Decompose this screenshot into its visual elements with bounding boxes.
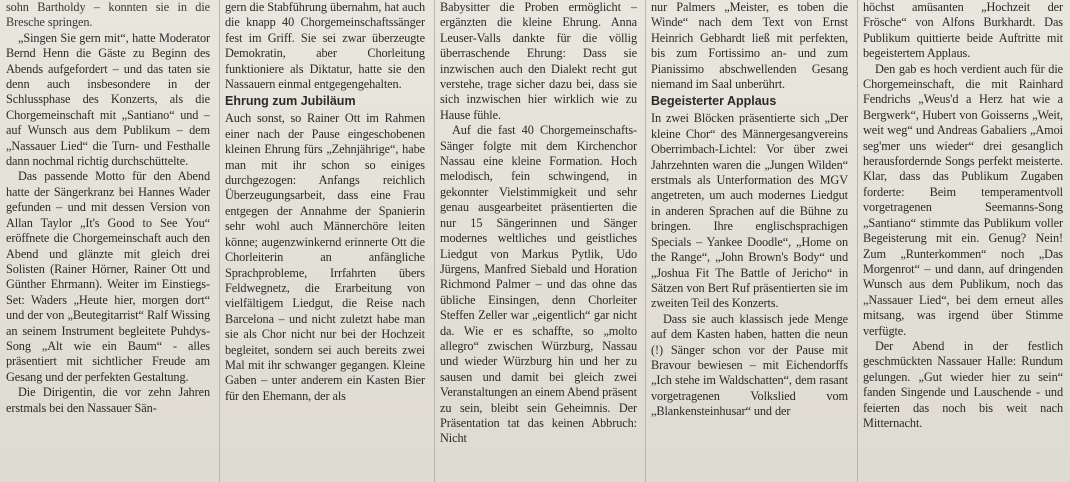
paragraph: Auch sonst, so Rainer Ott im Rahmen einer nach der Pause eingeschobenen kleinen Ehrung fürs „Zehnjährige“, habe man mit ihr schon so einiges durchgezogen: Anfangs reichlich Überzeugungsarbeit, dass eine Frau entgegen der Annahme der Spanierin sehr wohl auch Männerchöre leiten könne; augenzwinkernd erinnerte Ott die Chorleiterin an anfängliche Sprachprobleme, Irrfahrten übers Feldwegnetz, die Erarbeitung von vielfältigem Liedgut, die Reise nach Barcelona – und nicht zuletzt habe man sie als Chor nicht nur bei der Hochzeit begleitet, sondern sei auch bereits zwei Mal mit ihr schwanger gegangen. Kleine Gaben – unter anderem ein Kasten Bier für den Ehemann, der als [225, 111, 425, 403]
section-heading: Begeisterter Applaus [651, 94, 777, 109]
section-heading: Ehrung zum Jubiläum [225, 94, 356, 109]
article-column-5 [863, 0, 1063, 482]
article-column-4 [651, 0, 848, 482]
paragraph: Die Dirigentin, die vor zehn Jahren erstmals bei den Nassauer Sän- [6, 385, 210, 415]
article-column-3 [440, 0, 637, 482]
paragraph: Der Abend in der festlich geschmückten Nassauer Halle: Rundum gelungen. „Gut wieder hier zu sein“ fanden Singende und Lauschende - und feierten das noch bis weit nach Mitternacht. [863, 338, 1063, 430]
paragraph: nur Palmers „Meister, es toben die Winde“ nach dem Text von Ernst Heinrich Gebhardt ließ mit perfekten, bis zum Fortissimo an- und zum Pianissimo abschwellenden Gesang niemand im Saal unberührt. [651, 0, 848, 92]
paragraph: sohn Bartholdy – konnten sie in die Bresche springen. [6, 0, 210, 30]
paragraph: In zwei Blöcken präsentierte sich „Der kleine Chor“ des Männergesangvereins Oberrimbach-Lichtel: Vor über zwei Jahrzehnten waren die „Jungen Wilden“ erstmals als Unterformation des MGV angetreten, um auch modernes Liedgut in anderen Sprachen auf die Bühne zu bringen. Ihre englischsprachigen Specials – Yankee Doodle“, „Home on the Range“, „John Brown's Body“ und „Joshua Fit The Battle of Jericho“ in Sätzen von Bert Ruf präsentierten sie im zweiten Teil des Konzerts. [651, 111, 848, 311]
paragraph: Das passende Motto für den Abend hatte der Sängerkranz bei Hannes Wader gefunden – und mit dessen Version von Allan Taylor „It's Good to See You“ eröffnete die Chorgemeinschaft auch den Abend und glänzte mit gleich drei Solisten (Rainer Hörner, Rainer Ott und Günther Ehrmann). Weiter im Einstiegs-Set: Waders „Heute hier, morgen dort“ und der von „Beutegitarrist“ Ralf Wissing an seinem Instrument begleitete Puhdys-Song „Alt wie ein Baum“ - alles präsentiert mit sichtlicher Freude am Gesang und der perfekten Gestaltung. [6, 169, 210, 384]
column-divider [434, 0, 435, 482]
column-divider [857, 0, 858, 482]
column-divider [219, 0, 220, 482]
paragraph: Auf die fast 40 Chorgemeinschafts-Sänger folgte mit dem Kirchenchor Nassau eine kleine Formation. Hoch melodisch, fein schwingend, in gekonnter Vielstimmigkeit und sehr genau ausgearbeitet präsentierten die nur 15 Sängerinnen und Sänger modernes weltliches und geistliches Liedgut von Markus Pytlik, Udo Jürgens, Manfred Siebald und Horation Richmond Palmer – und das ohne das übliche Einsingen, denn Chorleiter Steffen Zeller war „eigentlich“ gar nicht da. Wie er es schaffte, so „molto allegro“ zwischen Würzburg, Nassau und wieder Würzburg hin und her zu sausen und damit bei gleich zwei Veranstaltungen an einem Abend präsent zu sein, bleibt sein Geheimnis. Der Präsentation tat das keinen Abbruch: Nicht [440, 123, 637, 446]
paragraph: Den gab es hoch verdient auch für die Chorgemeinschaft, die mit Rainhard Fendrichs „Weus'd a Herz hat wie a Bergwerk“, Hubert von Goisserns „Weit, weit weg“ und Andreas Gabaliers „Amoi seg'mer uns wieder“ drei gesanglich herausfordernde Songs perfekt meisterte. Klar, dass das Publikum Zugaben forderte: Beim temperamentvoll vorgetragenen Seemanns-Song „Santiano“ stimmte das Publikum voller Begeisterung mit ein. Genug? Nein! Zum „Runterkommen“ noch „Das Morgenrot“ – und dann, auf dringenden Wunsch aus dem Publikum, noch das „Nassauer Lied“, bei dem erneut alles mitsang, was irgend über Stimme verfügte. [863, 61, 1063, 338]
article-column-2 [225, 0, 425, 482]
column-divider [645, 0, 646, 482]
paragraph: Babysitter die Proben ermöglicht – ergänzten die kleine Ehrung. Anna Leuser-Valls dankte für die völlig überraschende Ehrung: Dass sie inzwischen auch den Dialekt recht gut verstehe, trage sicher dazu bei, dass sie sich inzwischen hier wirklich wie zu Hause fühle. [440, 0, 637, 122]
article-column-1 [6, 0, 210, 482]
paragraph: „Singen Sie gern mit“, hatte Moderator Bernd Henn die Gäste zu Beginn des Abends aufgefordert – und das taten sie denn auch insbesondere in der Schlussphase des Konzerts, als die Chorgemeinschaft mit „Santiano“ und – auf Wunsch aus dem Publikum – dem „Nassauer Lied“ die Turn- und Festhalle dann nochmal richtig durchschüttelte. [6, 30, 210, 169]
paragraph: höchst amüsanten „Hochzeit der Frösche“ von Alfons Burkhardt. Das Publikum quittierte beide Auftritte mit begeistertem Applaus. [863, 0, 1063, 61]
paragraph: Dass sie auch klassisch jede Menge auf dem Kasten haben, hatten die neun (!) Sänger schon vor der Pause mit Bravour bewiesen – mit Eichendorffs „Ich stehe im Waldschatten“, dem rasant vorgetragenen Volkslied vom „Blankensteinhusar“ und der [651, 311, 848, 419]
paragraph: gern die Stabführung übernahm, hat auch die knapp 40 Chorgemeinschaftssänger fest im Griff. Sie sei zwar überzeugte Demokratin, aber Chorleitung funktioniere als Diktatur, hatte sie den Nassauern einmal entgegengehalten. [225, 0, 425, 92]
